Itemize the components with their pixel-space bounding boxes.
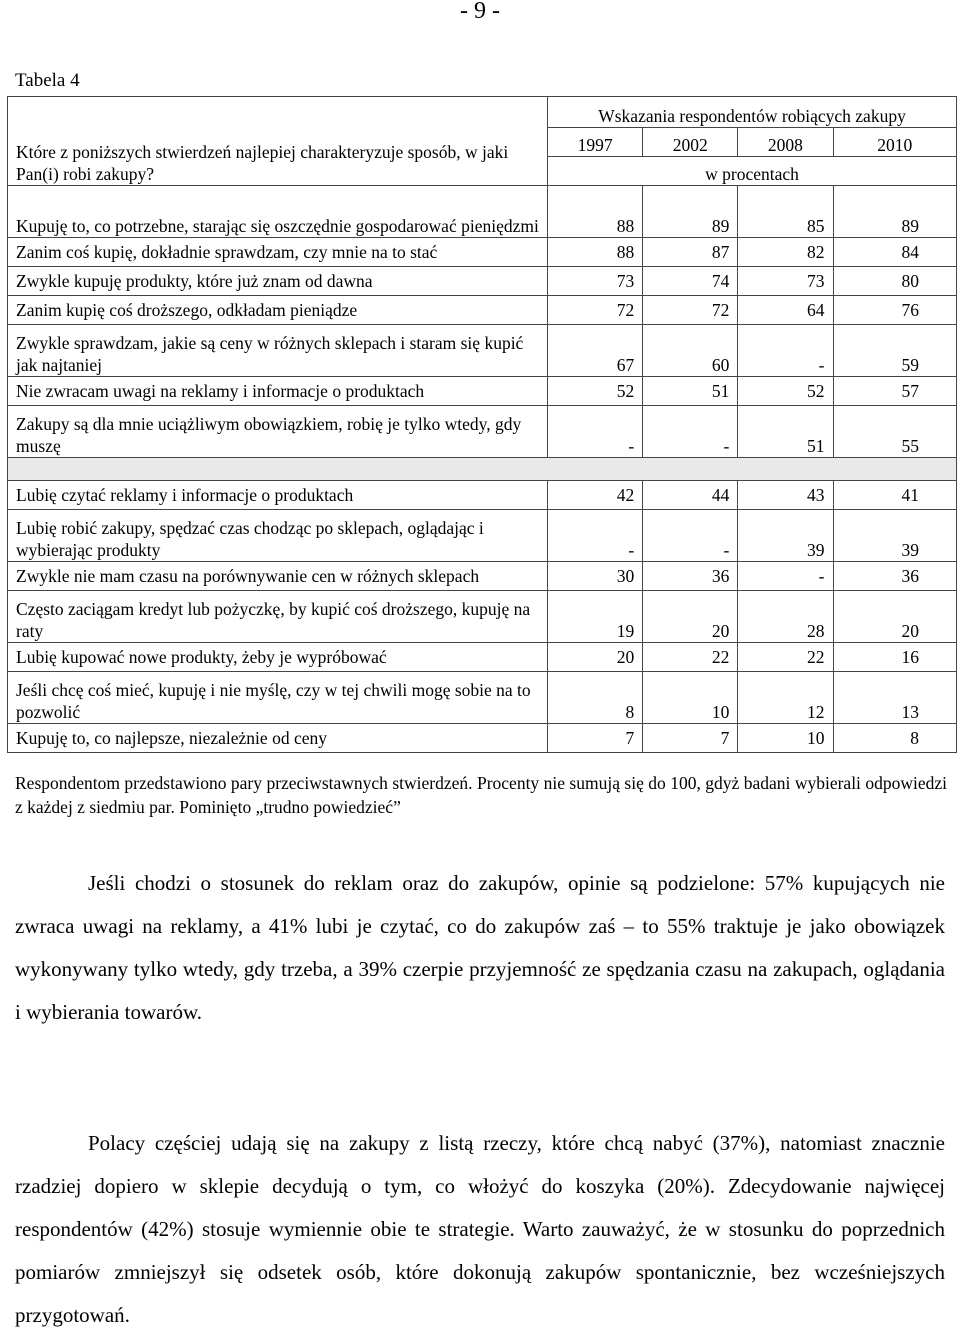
value-cell: 76 — [833, 296, 957, 325]
value-cell: 74 — [643, 267, 738, 296]
value-cell: 8 — [833, 724, 957, 753]
value-cell: 85 — [738, 186, 833, 238]
table-row — [8, 296, 957, 325]
statement-cell: Zanim coś kupię, dokładnie sprawdzam, czy mnie na to stać — [8, 238, 548, 267]
table-caption: Tabela 4 — [15, 70, 80, 91]
table-row — [8, 562, 957, 591]
statement-cell: Zakupy są dla mnie uciążliwym obowiązkiem, robię je tylko wtedy, gdy muszę — [8, 406, 548, 458]
table-row — [8, 377, 957, 406]
year-header: 2010 — [833, 128, 957, 157]
year-header: 2008 — [738, 128, 833, 157]
statement-cell: Zwykle sprawdzam, jakie są ceny w różnych sklepach i staram się kupić jak najtaniej — [8, 325, 548, 377]
statement-cell: Lubię czytać reklamy i informacje o produktach — [8, 481, 548, 510]
table-note: Respondentom przedstawiono pary przeciwstawnych stwierdzeń. Procenty nie sumują się do 100, gdyż badani wybierali odpowiedzi z każdej z siedmiu par. Pominięto „trudno powiedzieć” — [15, 773, 947, 817]
table-row — [8, 325, 957, 377]
header-row-title — [8, 97, 957, 128]
value-cell: - — [548, 510, 643, 562]
page-number: - 9 - — [460, 0, 500, 24]
statement-cell: Zanim kupię coś droższego, odkładam pieniądze — [8, 296, 548, 325]
group-separator-cell — [8, 458, 957, 481]
statement-cell: Często zaciągam kredyt lub pożyczkę, by kupić coś droższego, kupuję na raty — [8, 591, 548, 643]
value-cell: - — [738, 325, 833, 377]
statement-cell: Lubię robić zakupy, spędzać czas chodząc po sklepach, oglądając i wybierając produkty — [8, 510, 548, 562]
value-cell: - — [548, 406, 643, 458]
value-cell: - — [738, 562, 833, 591]
value-cell: 7 — [643, 724, 738, 753]
value-cell: - — [643, 406, 738, 458]
question-header: Które z poniższych stwierdzeń najlepiej charakteryzuje sposób, w jaki Pan(i) robi zakupy? — [8, 97, 548, 186]
table-row — [8, 186, 957, 238]
statement-cell: Kupuję to, co najlepsze, niezależnie od ceny — [8, 724, 548, 753]
table-row — [8, 591, 957, 643]
statement-cell: Lubię kupować nowe produkty, żeby je wypróbować — [8, 643, 548, 672]
year-header: 1997 — [548, 128, 643, 157]
value-cell: 60 — [643, 325, 738, 377]
table-row — [8, 267, 957, 296]
value-cell: 80 — [833, 267, 957, 296]
table-row — [8, 406, 957, 458]
value-cell: - — [643, 510, 738, 562]
value-cell: 20 — [643, 591, 738, 643]
value-cell: 22 — [643, 643, 738, 672]
table-row — [8, 724, 957, 753]
value-cell: 88 — [548, 186, 643, 238]
value-cell: 57 — [833, 377, 957, 406]
statement-cell: Jeśli chcę coś mieć, kupuję i nie myślę, czy w tej chwili mogę sobie na to pozwolić — [8, 672, 548, 724]
value-cell: 20 — [833, 591, 957, 643]
survey-table — [7, 96, 957, 753]
value-cell: 8 — [548, 672, 643, 724]
value-cell: 28 — [738, 591, 833, 643]
paragraph: Jeśli chodzi o stosunek do reklam oraz do zakupów, opinie są podzielone: 57% kupujących nie zwraca uwagi na reklamy, a 41% lubi je czytać, co do zakupów zaś – to 55% traktuje je jako obowiązek wykonywany tylko wtedy, gdy trzeba, a 39% czerpie przyjemność ze spędzania czasu na zakupach, oglądania i wybierania towarów. — [15, 871, 945, 1024]
value-cell: 12 — [738, 672, 833, 724]
statement-cell: Zwykle kupuję produkty, które już znam od dawna — [8, 267, 548, 296]
value-cell: 36 — [833, 562, 957, 591]
year-header: 2002 — [643, 128, 738, 157]
value-cell: 39 — [738, 510, 833, 562]
value-cell: 51 — [643, 377, 738, 406]
value-cell: 42 — [548, 481, 643, 510]
value-cell: 73 — [738, 267, 833, 296]
header-title: Wskazania respondentów robiących zakupy — [548, 97, 957, 128]
value-cell: 72 — [643, 296, 738, 325]
value-cell: 82 — [738, 238, 833, 267]
value-cell: 20 — [548, 643, 643, 672]
value-cell: 87 — [643, 238, 738, 267]
value-cell: 7 — [548, 724, 643, 753]
value-cell: 51 — [738, 406, 833, 458]
table-row — [8, 643, 957, 672]
group-separator — [8, 458, 957, 481]
value-cell: 22 — [738, 643, 833, 672]
value-cell: 73 — [548, 267, 643, 296]
value-cell: 88 — [548, 238, 643, 267]
value-cell: 39 — [833, 510, 957, 562]
statement-cell: Zwykle nie mam czasu na porównywanie cen w różnych sklepach — [8, 562, 548, 591]
value-cell: 36 — [643, 562, 738, 591]
table-row — [8, 238, 957, 267]
value-cell: 19 — [548, 591, 643, 643]
value-cell: 10 — [643, 672, 738, 724]
value-cell: 89 — [833, 186, 957, 238]
paragraph: Polacy częściej udają się na zakupy z listą rzeczy, które chcą nabyć (37%), natomiast znacznie rzadziej dopiero w sklepie decydują o tym, co włożyć do koszyka (20%). Zdecydowanie najwięcej respondentów (42%) stosuje wymiennie obie te strategie. Warto zauważyć, że w stosunku do poprzednich pomiarów zmniejszył się odsetek osób, które dokonują zakupów spontanicznie, bez wcześniejszych przygotowań. — [15, 1131, 945, 1327]
table-row — [8, 672, 957, 724]
value-cell: 67 — [548, 325, 643, 377]
value-cell: 72 — [548, 296, 643, 325]
value-cell: 52 — [548, 377, 643, 406]
value-cell: 13 — [833, 672, 957, 724]
value-cell: 43 — [738, 481, 833, 510]
value-cell: 44 — [643, 481, 738, 510]
value-cell: 52 — [738, 377, 833, 406]
value-cell: 64 — [738, 296, 833, 325]
value-cell: 41 — [833, 481, 957, 510]
value-cell: 10 — [738, 724, 833, 753]
statement-cell: Nie zwracam uwagi na reklamy i informacje o produktach — [8, 377, 548, 406]
value-cell: 89 — [643, 186, 738, 238]
unit-header: w procentach — [548, 157, 957, 186]
table-row — [8, 481, 957, 510]
value-cell: 30 — [548, 562, 643, 591]
statement-cell: Kupuję to, co potrzebne, starając się oszczędnie gospodarować pieniędzmi — [8, 186, 548, 238]
value-cell: 59 — [833, 325, 957, 377]
value-cell: 55 — [833, 406, 957, 458]
table-row — [8, 510, 957, 562]
value-cell: 16 — [833, 643, 957, 672]
table-body — [8, 97, 957, 753]
value-cell: 84 — [833, 238, 957, 267]
